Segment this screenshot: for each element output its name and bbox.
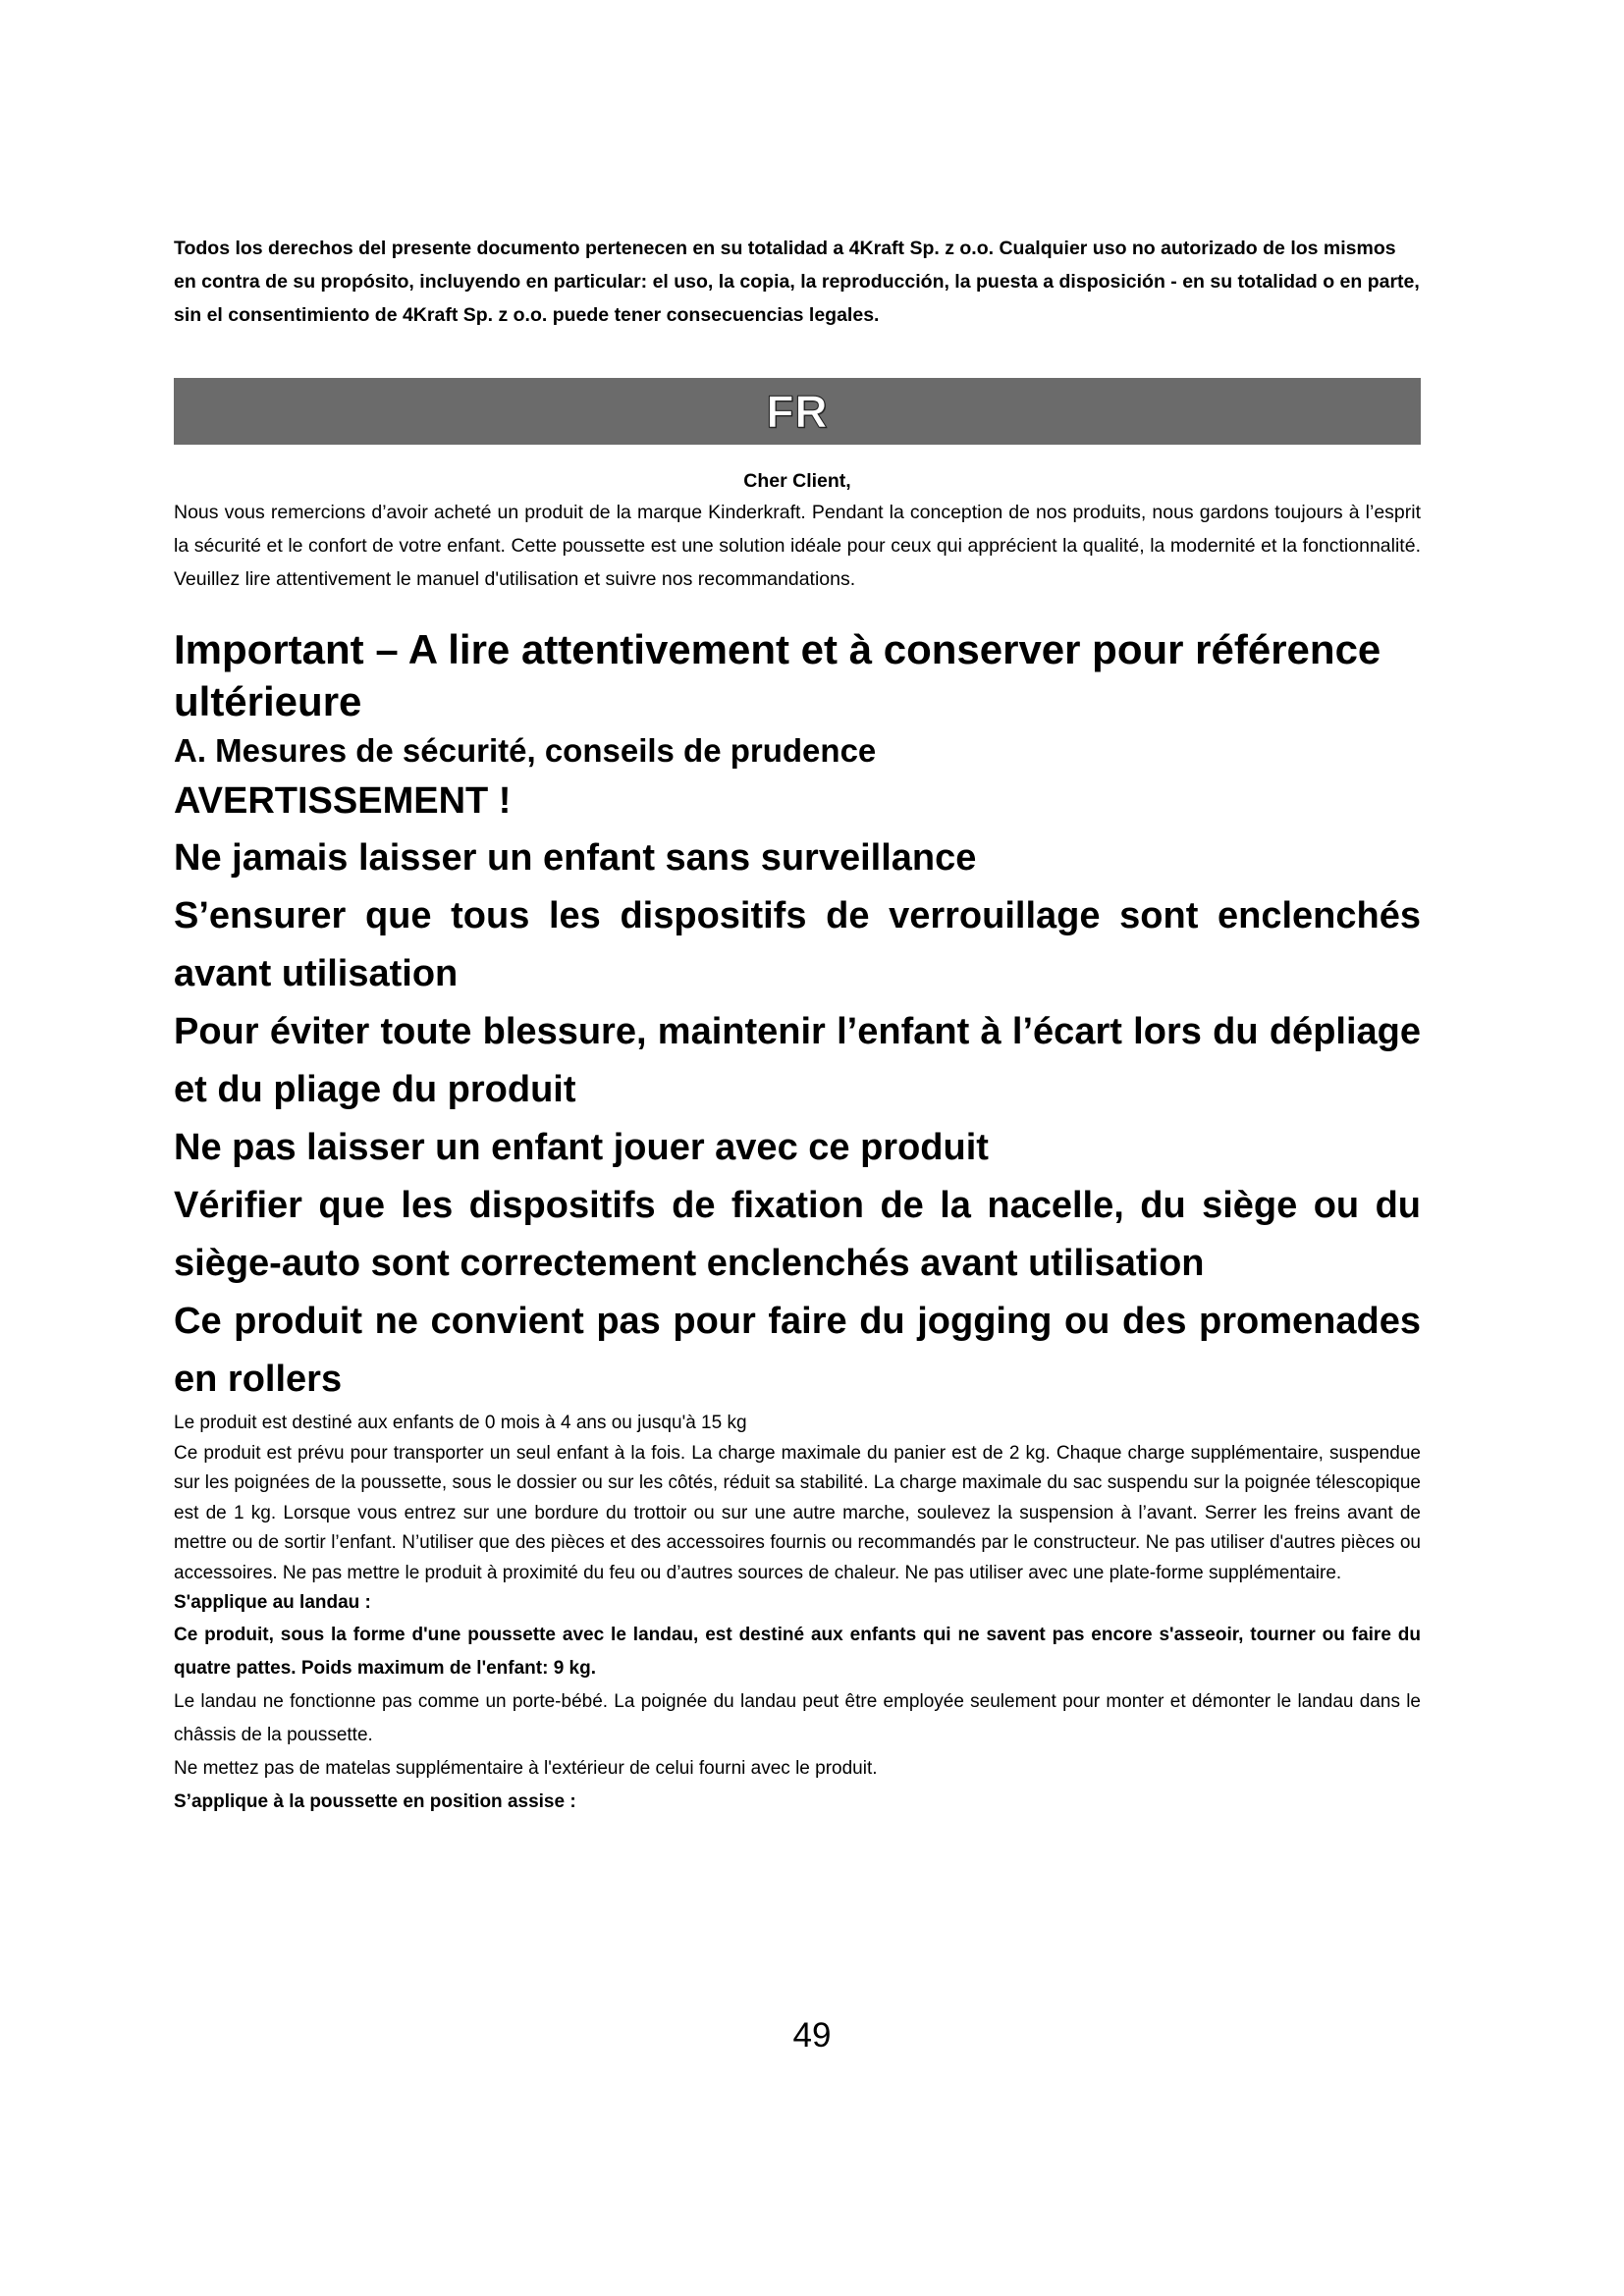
usage-paragraph: Ce produit est prévu pour transporter un seul enfant à la fois. La charge maximale du panier est de 2 kg. Chaque charge supplémentaire, suspendue sur les poignées de la poussette, sous le dossier ou sur les côtés, réduit sa stabilité. La charge maximale du sac suspendu sur la poignée télescopique est de 1 kg. Lorsque vous entrez sur une bordure du trottoir ou sur une autre marche, soulevez la suspension à l’avant. Serrer les freins avant de mettre ou de sortir l’enfant. N’utiliser que des pièces et des accessoires fournis ou recommandés par le constructeur. Ne pas utiliser d'autres pièces ou accessoires. Ne pas mettre le produit à proximité du feu ou d’autres sources de chaleur. Ne pas utiliser avec une plate-forme supplémentaire.: [174, 1442, 1421, 1583]
landau-heading: S'applique au landau :: [174, 1592, 371, 1613]
page-number: 49: [792, 2016, 832, 2055]
warning-item: Vérifier que les dispositifs de fixation de la nacelle, du siège ou du siège-auto sont correctement enclenchés avant utilisation: [174, 1185, 1421, 1284]
landau-text-1: Le landau ne fonctionne pas comme un porte-bébé. La poignée du landau peut être employée seulement pour monter et démonter le landau dans le châssis de la poussette.: [174, 1690, 1421, 1745]
age-range-text: Le produit est destiné aux enfants de 0 mois à 4 ans ou jusqu'à 15 kg: [174, 1413, 747, 1433]
warning-title: AVERTISSEMENT !: [174, 780, 512, 822]
intro-paragraph: Nous vous remercions d’avoir acheté un produit de la marque Kinderkraft. Pendant la conception de nos produits, nous gardons toujours à l’esprit la sécurité et le confort de votre enfant. Cette poussette est une solution idéale pour ceux qui apprécient la qualité, la modernité et la fonctionnalité. Veuillez lire attentivement le manuel d'utilisation et suivre nos recommandations.: [174, 502, 1421, 590]
landau-bold-text: Ce produit, sous la forme d'une poussette avec le landau, est destiné aux enfants qui ne savent pas encore s'asseoir, tourner ou faire du quatre pattes. Poids maximum de l'enfant: 9 kg.: [174, 1624, 1421, 1679]
warning-item: S’ensurer que tous les dispositifs de verrouillage sont enclenchés avant utilisation: [174, 895, 1421, 994]
warning-item: Ne pas laisser un enfant jouer avec ce produit: [174, 1127, 989, 1168]
page-content: [174, 232, 1421, 1819]
greeting: Cher Client,: [743, 470, 851, 492]
language-banner: [174, 378, 1421, 445]
warning-item: Pour éviter toute blessure, maintenir l’enfant à l’écart lors du dépliage et du pliage du produit: [174, 1011, 1421, 1110]
copyright-notice: Todos los derechos del presente documento pertenecen en su totalidad a 4Kraft Sp. z o.o. Cualquier uso no autorizado de los mismos en contra de su propósito, incluyendo en particular: el uso, la copia, la reproducción, la puesta a disposición - en su totalidad o en parte, sin el consentimiento de 4Kraft Sp. z o.o. puede tener consecuencias legales.: [174, 238, 1420, 326]
warning-item: Ne jamais laisser un enfant sans surveillance: [174, 837, 977, 879]
seated-heading: S’applique à la poussette en position assise :: [174, 1790, 576, 1812]
language-code: FR: [766, 386, 829, 437]
landau-text-2: Ne mettez pas de matelas supplémentaire à l'extérieur de celui fourni avec le produit.: [174, 1757, 878, 1779]
warning-item: Ce produit ne convient pas pour faire du jogging ou des promenades en rollers: [174, 1301, 1421, 1400]
heading-important: Important – A lire attentivement et à conserver pour référence ultérieure: [174, 626, 1381, 724]
heading-section-a: A. Mesures de sécurité, conseils de prudence: [174, 732, 877, 769]
